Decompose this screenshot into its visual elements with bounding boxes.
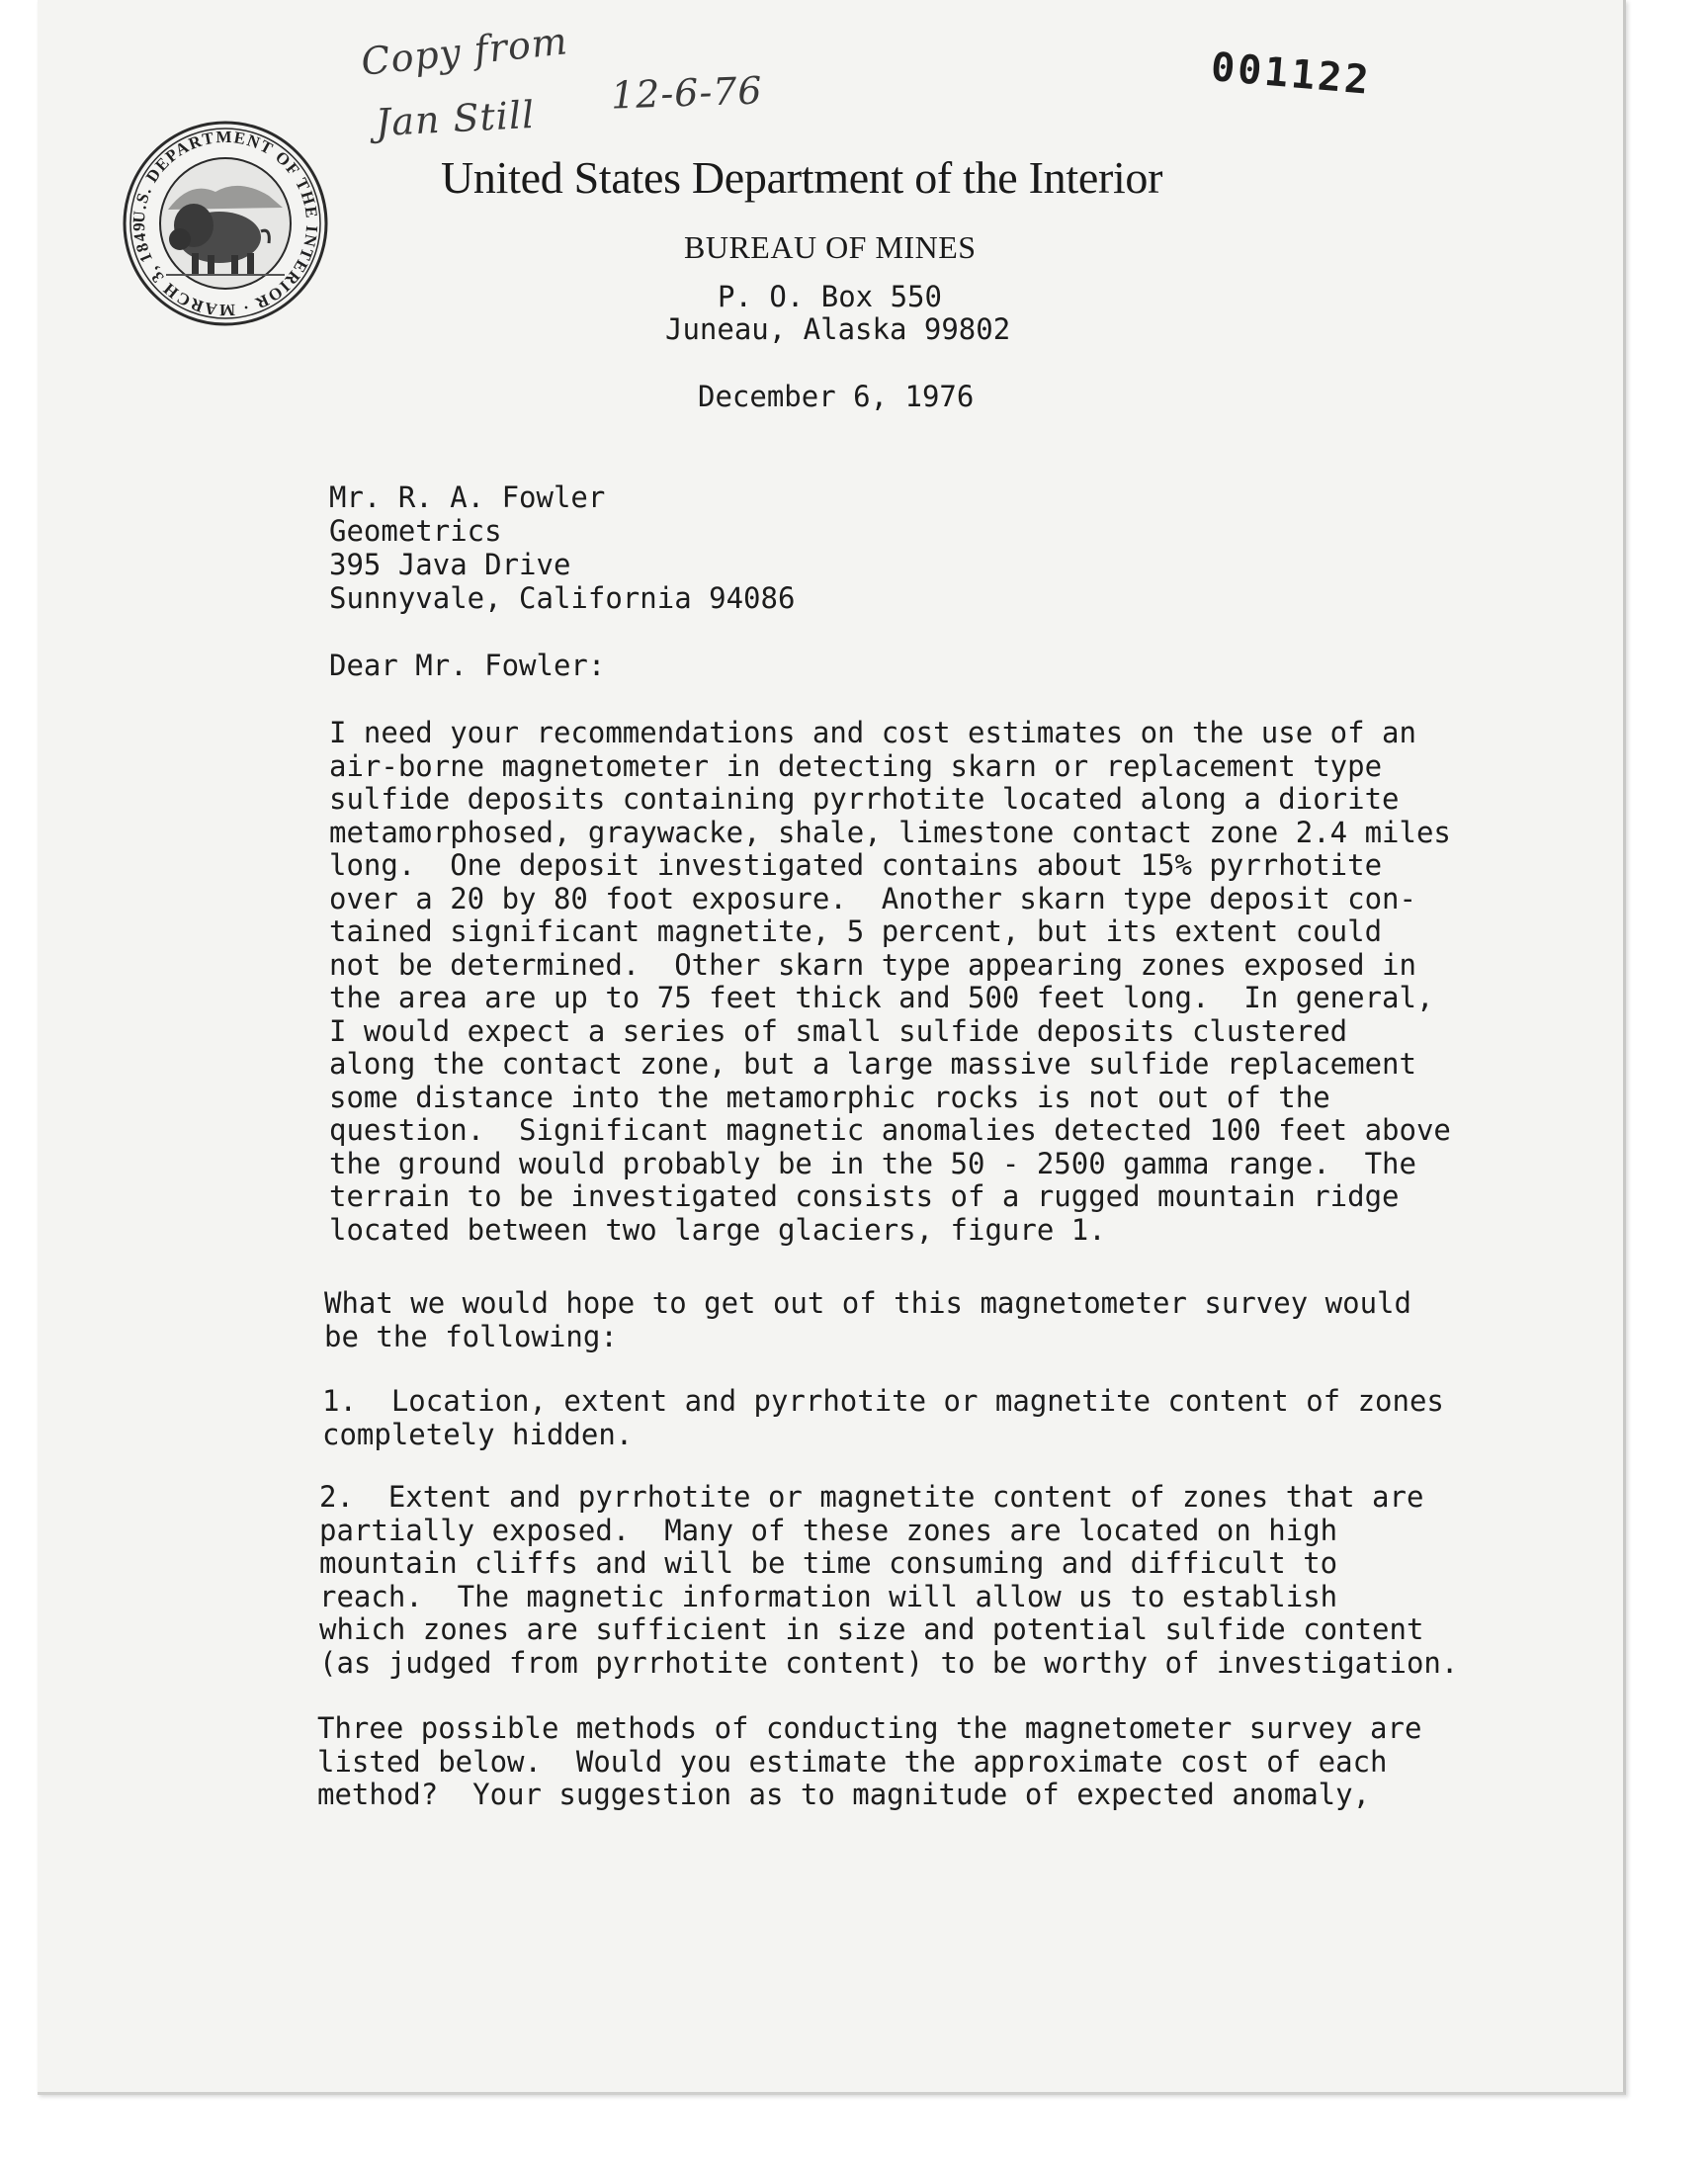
letter-date: December 6, 1976 [698, 380, 975, 413]
recipient-name: Mr. R. A. Fowler [329, 480, 606, 514]
recipient-city: Sunnyvale, California 94086 [329, 581, 796, 615]
address-city: Juneau, Alaska 99802 [665, 312, 1011, 346]
recipient-company: Geometrics [329, 514, 502, 548]
recipient-block [329, 480, 795, 615]
department-seal [121, 119, 330, 328]
list-item-2: 2. Extent and pyrrhotite or magnetite content of zones that are partially exposed. Many of these zones are located on high mountain cliffs and will be time consuming and difficult to reach. The magnetic information will allow us to establish which zones are sufficient in size and potential sulfide content (as judged from pyrrhotite content) to be worthy of investigation. [319, 1480, 1459, 1680]
handwritten-note-line1: Copy from [359, 19, 570, 84]
handwritten-note-date: 12-6-76 [610, 68, 764, 118]
list-item-1: 1. Location, extent and pyrrhotite or magnetite content of zones completely hidden. [322, 1384, 1444, 1451]
bureau-name: BUREAU OF MINES [684, 229, 977, 265]
recipient-street: 395 Java Drive [329, 548, 571, 581]
seal-text: U.S. DEPARTMENT OF THE INTERIOR · MARCH 3, 1849 [128, 127, 322, 320]
paragraph-methods: Three possible methods of conducting the magnetometer survey are listed below. Would you estimate the approximate cost of each method? Your suggestion as to magnitude of expected anomaly, [317, 1711, 1422, 1811]
paragraph-hope: What we would hope to get out of this magnetometer survey would be the following: [324, 1286, 1411, 1353]
salutation: Dear Mr. Fowler: [329, 649, 606, 682]
address-po-box: P. O. Box 550 [718, 280, 942, 313]
paragraph-intro: I need your recommendations and cost estimates on the use of an air-borne magnetometer in detecting skarn or replacement type sulfide deposits containing pyrrhotite located along a diorite metamorphosed, graywacke, shale, limestone contact zone 2.4 miles long. One deposit investigated contains about 15% pyrrhotite over a 20 by 80 foot exposure. Another skarn type deposit con- tained significant magnetite, 5 percent, but its extent could not be determined. Other skarn type appearing zones exposed in the area are up to 75 feet thick and 500 feet long. In general, I would expect a series of small sulfide deposits clustered along the contact zone, but a large massive sulfide replacement some distance into the metamorphic rocks is not out of the question. Significant magnetic anomalies detected 100 feet above the ground would probably be in the 50 - 2500 gamma range. The terrain to be investigated consists of a rugged mountain ridge located between two large glaciers, figure 1. [329, 716, 1451, 1247]
handwritten-note-line2: Jan Still [374, 92, 537, 145]
document-number: 001122 [1209, 44, 1374, 104]
agency-name: United States Department of the Interior [441, 152, 1163, 203]
